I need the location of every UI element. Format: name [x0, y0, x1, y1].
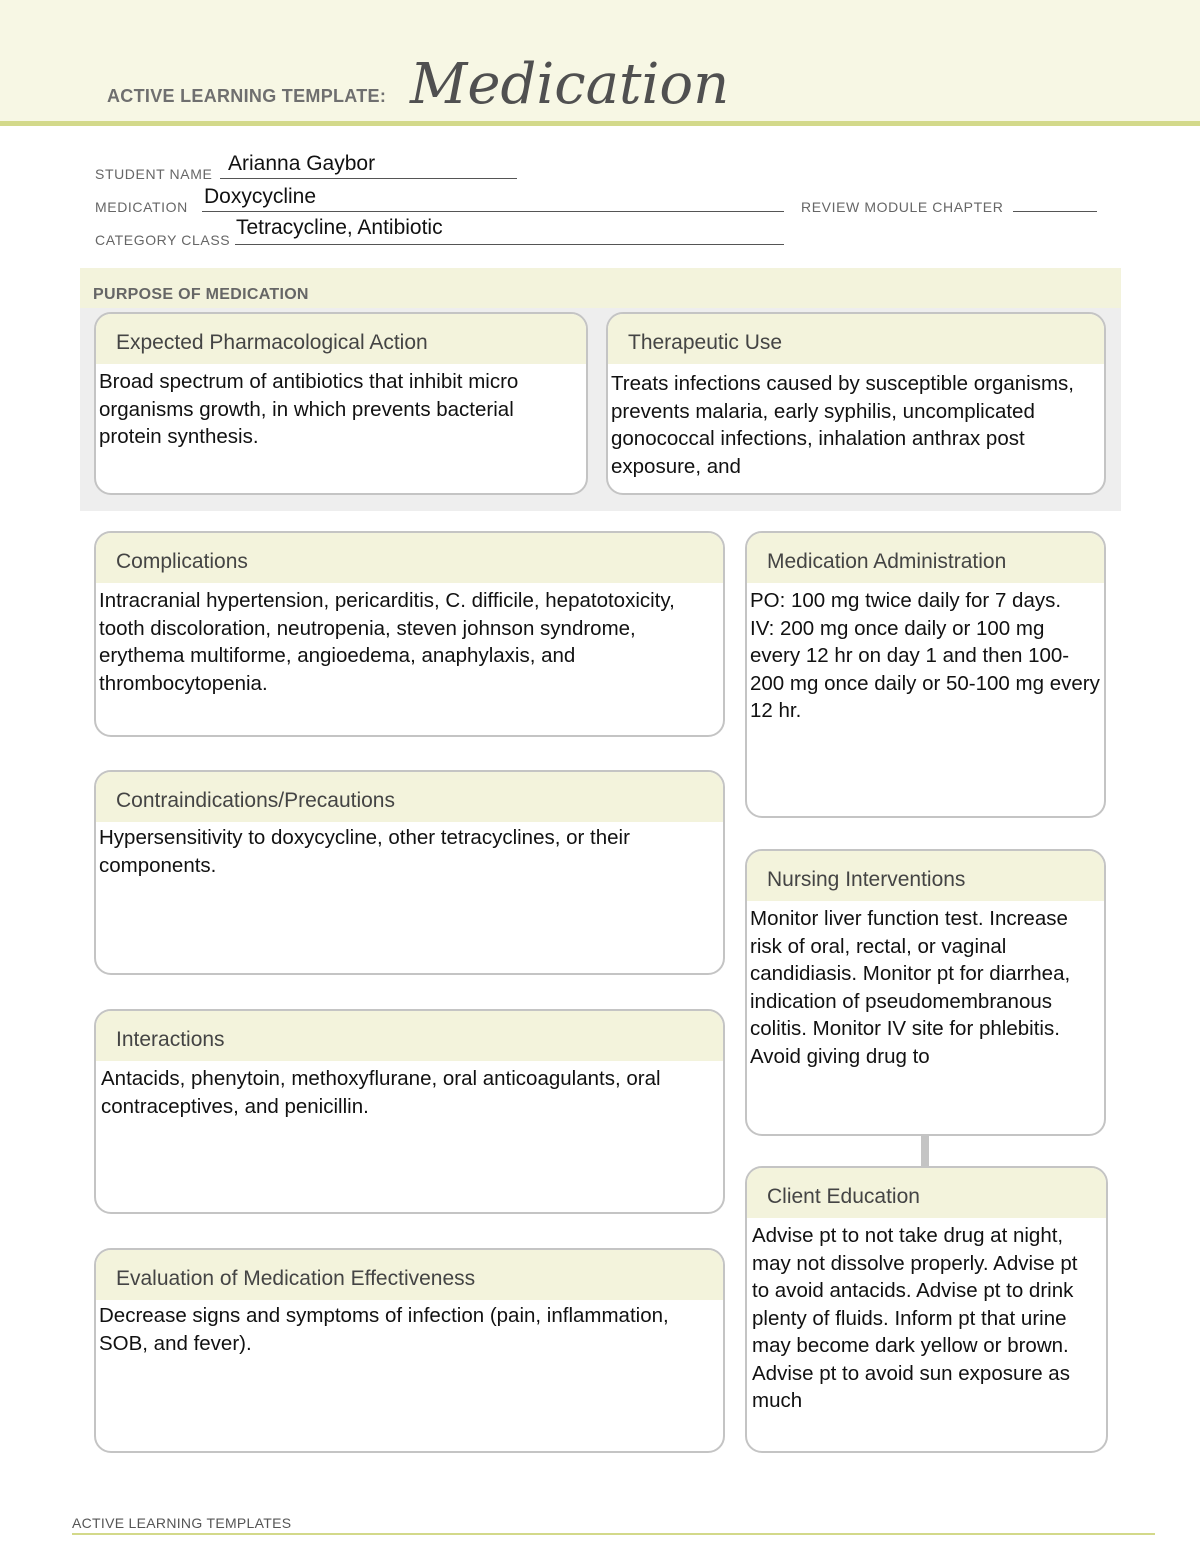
medication-label: MEDICATION	[95, 199, 188, 215]
nursing-interventions-header	[747, 851, 1104, 901]
medication-underline	[202, 211, 784, 212]
interactions-box	[94, 1009, 725, 1214]
header-rule	[0, 121, 1200, 126]
therapeutic-use-text[interactable]: Treats infections caused by susceptible organisms, prevents malaria, early syphilis, uncomplicated gonococcal infections, inhalation anthrax post exposure, and	[611, 372, 1074, 478]
evaluation-title: Evaluation of Medication Effectiveness	[116, 1267, 476, 1290]
category-class-field[interactable]: Tetracycline, Antibiotic	[236, 216, 443, 239]
student-name-label: STUDENT NAME	[95, 166, 213, 182]
page-title: Medication	[410, 52, 730, 117]
client-education-header	[747, 1168, 1106, 1218]
medication-administration-header	[747, 533, 1104, 583]
contraindications-box	[94, 770, 725, 975]
interactions-title: Interactions	[116, 1028, 225, 1051]
medication-administration-title: Medication Administration	[767, 550, 1007, 573]
medication-administration-box	[745, 531, 1106, 818]
client-education-box	[745, 1166, 1108, 1453]
evaluation-box	[94, 1248, 725, 1453]
complications-title: Complications	[116, 550, 248, 573]
expected-action-text[interactable]: Broad spectrum of antibiotics that inhibit micro organisms growth, in which prevents bacterial protein synthesis.	[99, 370, 519, 448]
therapeutic-use-title: Therapeutic Use	[628, 331, 783, 354]
template-label: ACTIVE LEARNING TEMPLATE:	[107, 86, 387, 106]
client-education-text[interactable]: Advise pt to not take drug at night, may not dissolve properly. Advise pt to avoid antacids. Advise pt to drink plenty of fluids. Inform pt that urine may become dark yellow or brown. Advise pt to avoid sun exposure as much	[752, 1224, 1078, 1412]
expected-action-header	[96, 314, 586, 364]
expected-action-title: Expected Pharmacological Action	[116, 331, 428, 354]
nursing-interventions-box	[745, 849, 1106, 1136]
medication-administration-text[interactable]: PO: 100 mg twice daily for 7 days. IV: 200 mg once daily or 100 mg every 12 hr on day 1 and then 100-200 mg once daily or 50-100 mg every 12 hr.	[750, 589, 1100, 722]
nursing-interventions-title: Nursing Interventions	[767, 868, 966, 891]
review-module-underline	[1013, 211, 1097, 212]
interactions-text[interactable]: Antacids, phenytoin, methoxyflurane, oral anticoagulants, oral contraceptives, and penicillin.	[101, 1067, 661, 1118]
client-education-title: Client Education	[767, 1185, 920, 1208]
category-class-underline	[235, 244, 784, 245]
review-module-label: REVIEW MODULE CHAPTER	[801, 199, 1004, 215]
therapeutic-use-header	[608, 314, 1104, 364]
footer-label: ACTIVE LEARNING TEMPLATES	[72, 1515, 292, 1531]
therapeutic-use-box	[606, 312, 1106, 495]
box-connector	[921, 1136, 929, 1166]
contraindications-title: Contraindications/Precautions	[116, 789, 395, 812]
contraindications-text[interactable]: Hypersensitivity to doxycycline, other tetracyclines, or their components.	[99, 826, 630, 877]
footer-rule	[72, 1533, 1155, 1535]
complications-text[interactable]: Intracranial hypertension, pericarditis, C. difficile, hepatotoxicity, tooth discoloration, neutropenia, steven johnson syndrome, erythema multiforme, angioedema, anaphylaxis, and thrombocytopenia.	[99, 589, 675, 695]
complications-header	[96, 533, 723, 583]
contraindications-header	[96, 772, 723, 822]
nursing-interventions-text[interactable]: Monitor liver function test. Increase risk of oral, rectal, or vaginal candidiasis. Monitor pt for diarrhea, indication of pseudomembranous colitis. Monitor IV site for phlebitis. Avoid giving drug to	[750, 907, 1071, 1068]
evaluation-header	[96, 1250, 723, 1300]
evaluation-text[interactable]: Decrease signs and symptoms of infection (pain, inflammation, SOB, and fever).	[99, 1304, 669, 1355]
expected-action-box	[94, 312, 588, 495]
student-name-underline	[220, 178, 517, 179]
purpose-label: PURPOSE OF MEDICATION	[93, 286, 309, 303]
student-name-field[interactable]: Arianna Gaybor	[228, 152, 376, 175]
medication-field[interactable]: Doxycycline	[204, 185, 317, 208]
category-class-label: CATEGORY CLASS	[95, 232, 231, 248]
complications-box	[94, 531, 725, 737]
interactions-header	[96, 1011, 723, 1061]
